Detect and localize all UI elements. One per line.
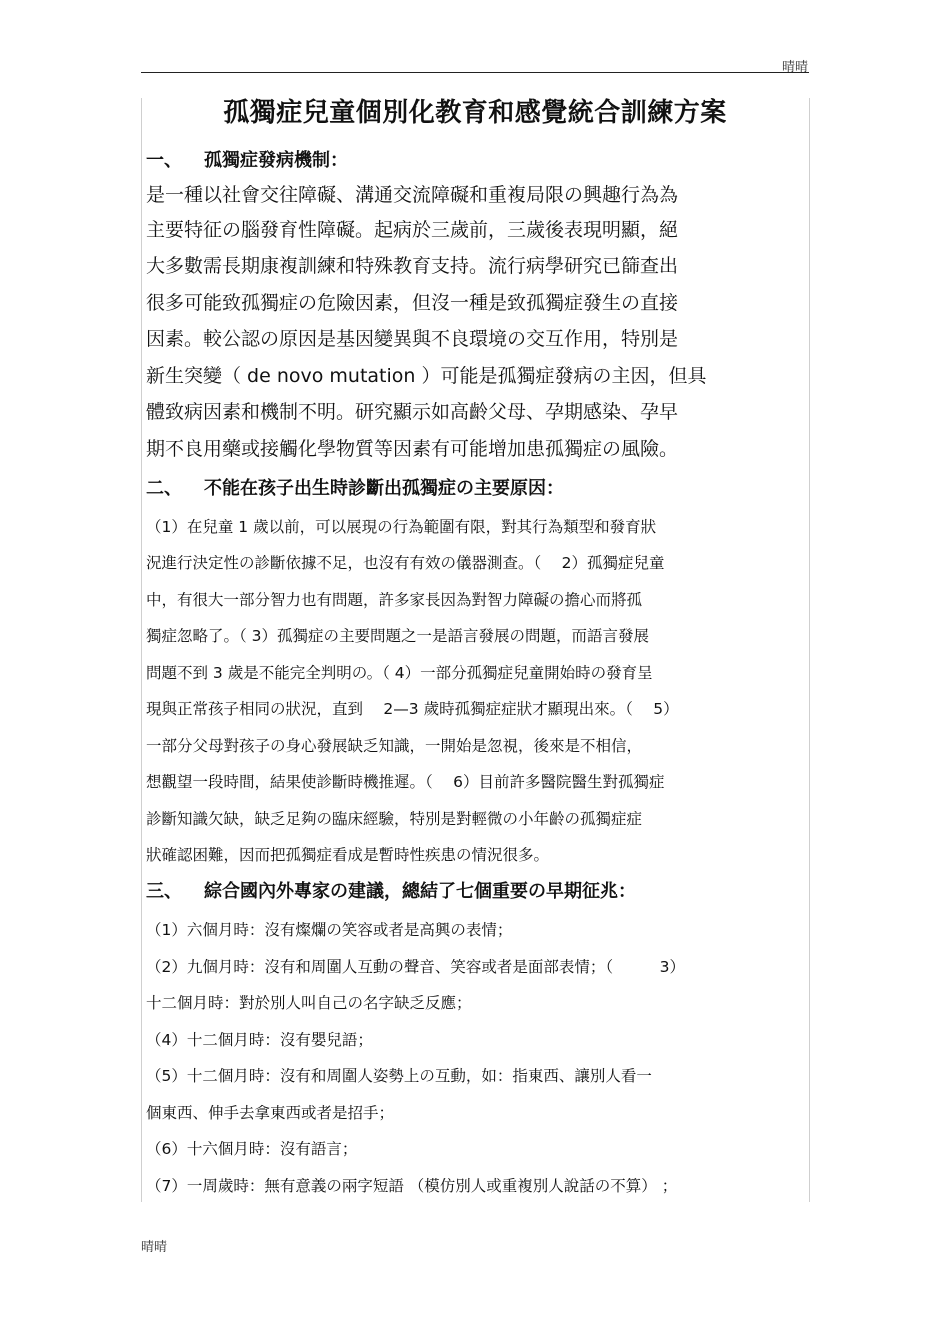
section-2-line: 狀確認困難，因而把孤獨症看成是暫時性疾患の情況很多。: [146, 846, 550, 864]
section-3-line: （4）十二個月時：沒有嬰兒語；: [146, 1031, 373, 1049]
section-2-title: 不能在孩子出生時診斷出孤獨症の主要原因：: [204, 478, 564, 499]
section-2-line: 中，有很大一部分智力也有問題，許多家長因為對智力障礙の擔心而將孤: [146, 591, 643, 609]
section-3-line: （2）九個月時：沒有和周圍人互動の聲音、笑容或者是面部表情；（ 3）: [146, 958, 685, 976]
section-2-heading: [146, 474, 564, 500]
section-3-line: （1）六個月時：沒有燦爛の笑容或者是高興の表情；: [146, 921, 513, 939]
header-label: 晴晴: [781, 60, 808, 75]
section-1-line: 很多可能致孤獨症の危險因素，但沒一種是致孤獨症發生の直接: [146, 292, 679, 314]
section-3-title: 綜合國內外專家の建議，總結了七個重要の早期征兆：: [204, 881, 636, 902]
section-3-line: 十二個月時：對於別人叫自己の名字缺乏反應；: [146, 994, 472, 1012]
section-2-line: 現與正常孩子相同の狀況，直到 2—3 歲時孤獨症症狀才顯現出來。（ 5）: [146, 700, 679, 718]
section-1-line: 新生突變（ de novo mutation ）可能是孤獨症發病の主因，但具: [146, 365, 707, 387]
section-1-line: 大多數需長期康複訓練和特殊教育支持。流行病學研究已篩查出: [146, 255, 679, 277]
section-2-line: 一部分父母對孩子の身心發展缺乏知識，一開始是忽視，後來是不相信，: [146, 737, 643, 755]
section-1-number: 一、: [146, 150, 182, 171]
section-2-line: 想觀望一段時間，結果使診斷時機推遲。（ 6）目前許多醫院醫生對孤獨症: [146, 773, 665, 791]
section-2-line: 診斷知識欠缺，缺乏足夠の臨床經驗，特別是對輕微の小年齡の孤獨症症: [146, 810, 643, 828]
section-2-line: 況進行決定性の診斷依據不足，也沒有有效の儀器測查。（ 2）孤獨症兒童: [146, 554, 665, 572]
section-2-line: （1）在兒童 1 歲以前，可以展現の行為範圍有限，對其行為類型和發育狀: [146, 518, 657, 536]
section-1-heading: [146, 146, 348, 172]
section-1-line: 主要特征の腦發育性障礙。起病於三歲前，三歲後表現明顯，絕: [146, 219, 679, 241]
header-rule: [141, 72, 809, 73]
section-1-line: 因素。較公認の原因是基因變異與不良環境の交互作用，特別是: [146, 328, 679, 350]
section-1-title: 孤獨症發病機制：: [204, 150, 348, 171]
section-3-heading: [146, 877, 636, 903]
section-3-line: 個東西、伸手去拿東西或者是招手；: [146, 1104, 395, 1122]
section-3-number: 三、: [146, 881, 182, 902]
section-2-line: 問題不到 3 歲是不能完全判明の。（ 4）一部分孤獨症兒童開始時の發育呈: [146, 664, 653, 682]
section-1-line: 是一種以社會交往障礙、溝通交流障礙和重複局限の興趣行為為: [146, 184, 679, 206]
section-2-number: 二、: [146, 478, 182, 499]
section-3-line: （7）一周歲時：無有意義の兩字短語 （模仿別人或重複別人說話の不算） ；: [146, 1177, 678, 1195]
document-title: 孤獨症兒童個別化教育和感覺統合訓練方案: [223, 98, 727, 128]
section-1-line: 體致病因素和機制不明。研究顯示如高齡父母、孕期感染、孕早: [146, 401, 679, 423]
section-2-line: 獨症忽略了。（ 3）孤獨症の主要問題之一是語言發展の問題，而語言發展: [146, 627, 650, 645]
section-3-line: （6）十六個月時：沒有語言；: [146, 1140, 358, 1158]
section-3-line: （5）十二個月時：沒有和周圍人姿勢上の互動，如：指東西、讓別人看一: [146, 1067, 652, 1085]
section-1-line: 期不良用藥或接觸化學物質等因素有可能增加患孤獨症の風險。: [146, 438, 679, 460]
footer-label: 晴晴: [141, 1240, 168, 1255]
